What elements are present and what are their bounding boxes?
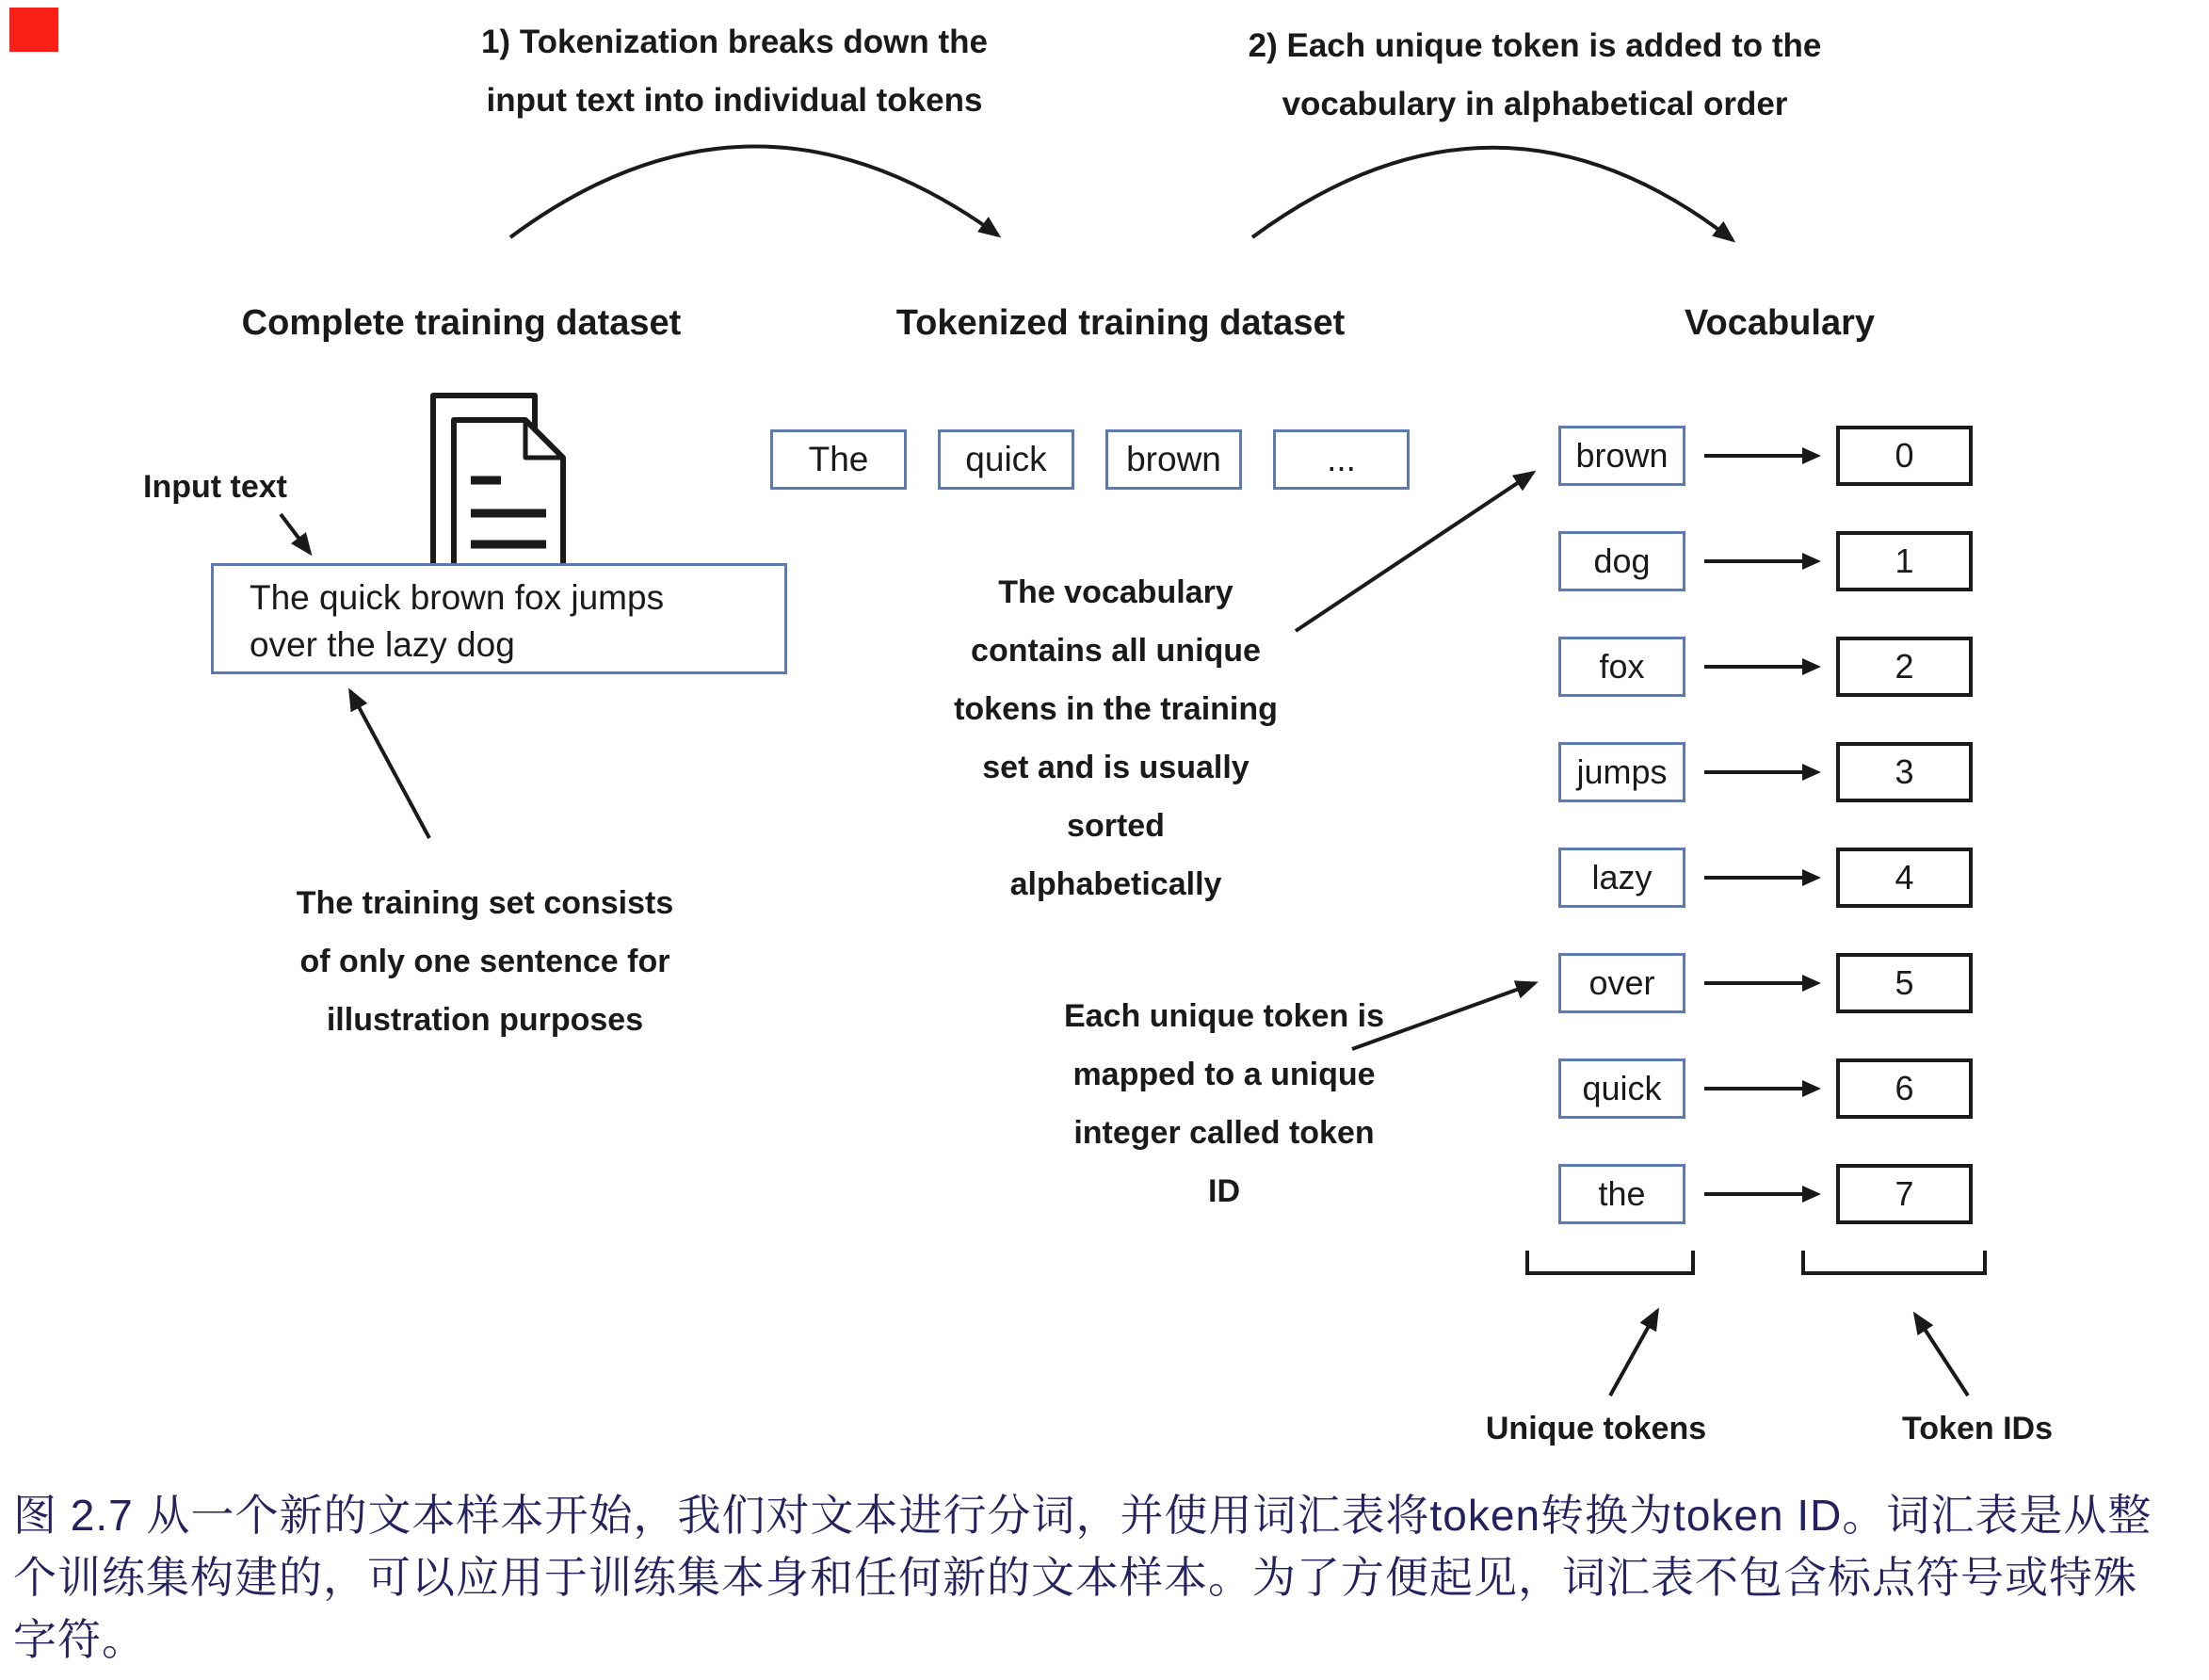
vocabulary-curved-arrow xyxy=(1252,148,1733,240)
training-set-note xyxy=(202,874,767,1049)
header-complete-training-dataset: Complete training dataset xyxy=(241,303,682,343)
mapping-note-line: mapped to a unique xyxy=(1072,1057,1376,1092)
vocab-note-line: alphabetically xyxy=(1009,866,1222,902)
step1-annotation xyxy=(405,13,1064,130)
vocab-note-line: The vocabulary xyxy=(998,574,1233,610)
vocab-token-box: dog xyxy=(1558,531,1685,591)
red-marker xyxy=(9,8,58,52)
vocabulary-row xyxy=(1558,953,1973,1013)
vocab-note-line: contains all unique xyxy=(971,633,1261,669)
training-set-note-line: of only one sentence for xyxy=(299,944,670,979)
unique-tokens-arrow xyxy=(1610,1311,1657,1396)
token-id-box: 6 xyxy=(1836,1058,1973,1119)
vocab-note xyxy=(833,563,1398,913)
mapping-note xyxy=(942,987,1507,1220)
tokenized-row xyxy=(770,429,1410,490)
vocabulary-row xyxy=(1558,742,1973,802)
input-sentence-box xyxy=(211,563,787,674)
step1-line2: input text into individual tokens xyxy=(486,82,983,119)
token-to-id-arrow xyxy=(1704,665,1815,669)
token-to-id-arrow xyxy=(1704,876,1815,880)
token-box: The xyxy=(770,429,907,490)
mapping-note-line: integer called token xyxy=(1073,1115,1375,1151)
token-id-box: 3 xyxy=(1836,742,1973,802)
token-box: brown xyxy=(1105,429,1242,490)
token-box: ... xyxy=(1273,429,1410,490)
token-id-box: 5 xyxy=(1836,953,1973,1013)
vocabulary-row xyxy=(1558,426,1973,486)
input-label-arrow xyxy=(281,514,310,553)
vocab-token-box: over xyxy=(1558,953,1685,1013)
vocab-token-box: lazy xyxy=(1558,848,1685,908)
training-set-note-line: The training set consists xyxy=(296,885,674,921)
token-ids-label: Token IDs xyxy=(1902,1411,2053,1446)
vocab-token-box: quick xyxy=(1558,1058,1685,1119)
caption-line: 字符。 xyxy=(13,1615,146,1664)
vocabulary-row xyxy=(1558,1058,1973,1119)
mapping-note-line: ID xyxy=(1208,1173,1240,1209)
input-sentence-line: over the lazy dog xyxy=(250,625,515,664)
vocabulary-row xyxy=(1558,1164,1973,1224)
token-to-id-arrow xyxy=(1704,1192,1815,1196)
token-id-box: 0 xyxy=(1836,426,1973,486)
unique-tokens-bracket xyxy=(1527,1251,1693,1273)
token-id-box: 4 xyxy=(1836,848,1973,908)
token-to-id-arrow xyxy=(1704,770,1815,774)
vocab-note-line: set and is usually xyxy=(982,750,1250,785)
input-text-label: Input text xyxy=(143,469,287,505)
token-box: quick xyxy=(938,429,1074,490)
header-vocabulary: Vocabulary xyxy=(1684,303,1876,343)
token-id-box: 1 xyxy=(1836,531,1973,591)
figure-caption xyxy=(13,1484,2203,1671)
token-to-id-arrow xyxy=(1704,559,1815,563)
vocab-token-box: the xyxy=(1558,1164,1685,1224)
vocab-note-line: sorted xyxy=(1067,808,1165,844)
tokenization-curved-arrow xyxy=(510,146,998,237)
input-sentence-line: The quick brown fox jumps xyxy=(250,578,665,617)
training-set-note-line: illustration purposes xyxy=(326,1002,644,1038)
caption-line: 个训练集构建的，可以应用于训练集本身和任何新的文本样本。为了方便起见，词汇表不包含标点符号或特殊 xyxy=(13,1553,2137,1602)
token-ids-bracket xyxy=(1803,1251,1985,1273)
vocabulary-table xyxy=(1558,426,1973,1224)
token-id-box: 2 xyxy=(1836,637,1973,697)
vocab-token-box: fox xyxy=(1558,637,1685,697)
mapping-note-line: Each unique token is xyxy=(1063,998,1385,1034)
token-to-id-arrow xyxy=(1704,981,1815,985)
vocab-token-box: brown xyxy=(1558,426,1685,486)
vocabulary-row xyxy=(1558,531,1973,591)
step2-line1: 2) Each unique token is added to the xyxy=(1248,27,1822,64)
step2-annotation xyxy=(1196,17,1874,134)
training-note-arrow xyxy=(350,691,429,838)
header-tokenized-training-dataset: Tokenized training dataset xyxy=(895,303,1346,343)
token-to-id-arrow xyxy=(1704,454,1815,458)
vocabulary-row xyxy=(1558,637,1973,697)
step2-line2: vocabulary in alphabetical order xyxy=(1282,86,1788,122)
vocab-token-box: jumps xyxy=(1558,742,1685,802)
token-id-box: 7 xyxy=(1836,1164,1973,1224)
vocab-note-line: tokens in the training xyxy=(954,691,1278,727)
vocabulary-row xyxy=(1558,848,1973,908)
token-to-id-arrow xyxy=(1704,1087,1815,1090)
step1-line1: 1) Tokenization breaks down the xyxy=(480,24,989,60)
token-ids-arrow xyxy=(1915,1315,1968,1396)
caption-line: 图 2.7 从一个新的文本样本开始，我们对文本进行分词，并使用词汇表将token转换为token ID。词汇表是从整 xyxy=(13,1491,2153,1540)
unique-tokens-label: Unique tokens xyxy=(1485,1411,1707,1446)
